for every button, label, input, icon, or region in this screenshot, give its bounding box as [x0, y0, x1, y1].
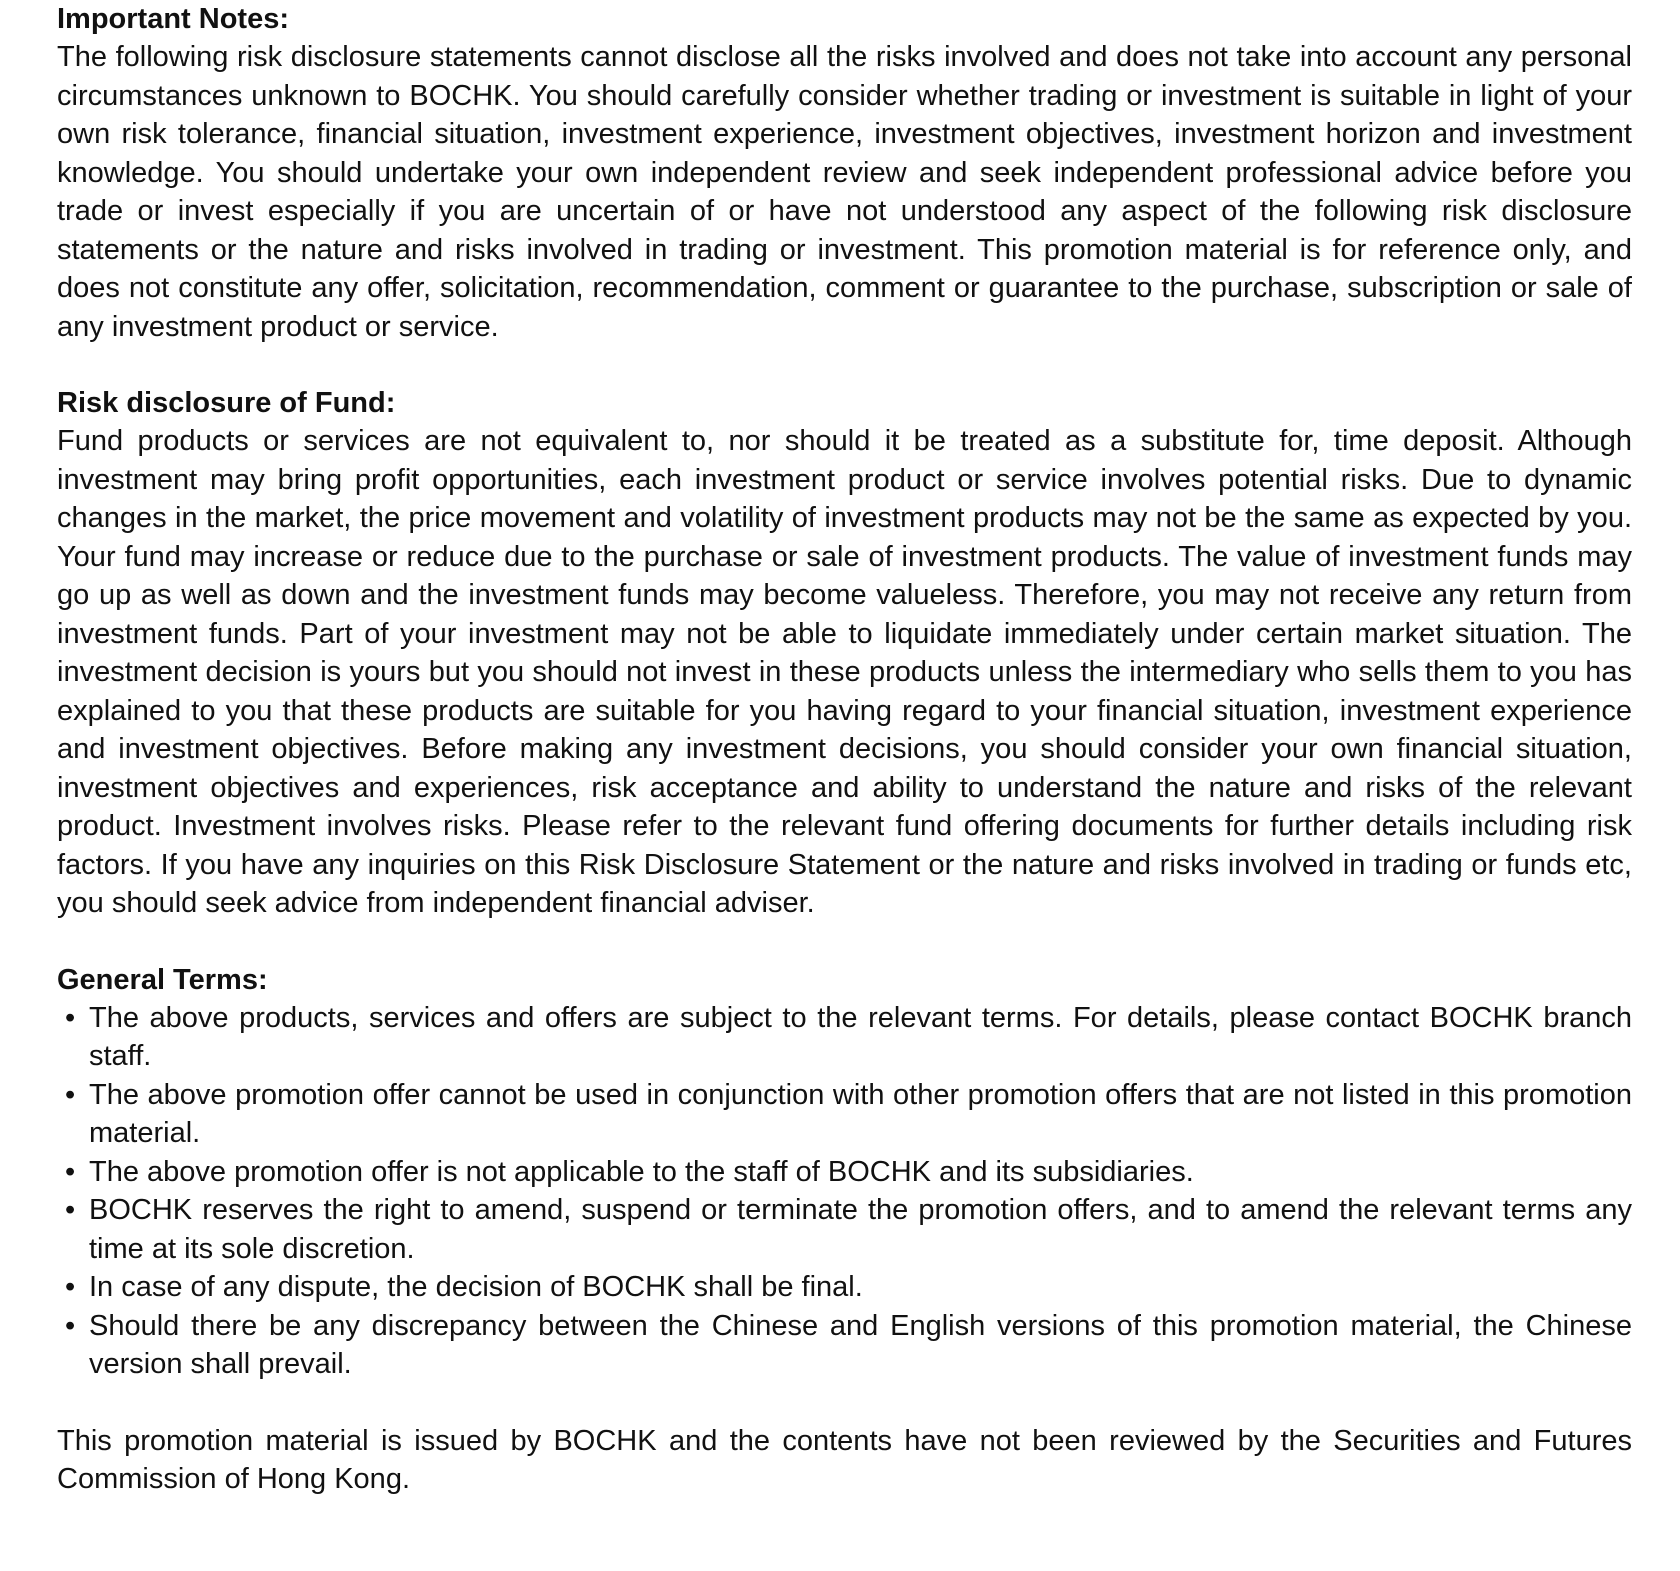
list-item [57, 1307, 1632, 1384]
bullet-icon: • [65, 1309, 76, 1342]
list-item [57, 999, 1632, 1076]
list-item-text: Should there be any discrepancy between the Chinese and English versions of this promotion material, the Chinese version shall prevail. [89, 1309, 1632, 1380]
list-item [57, 1191, 1632, 1268]
list-item [57, 1076, 1632, 1153]
risk-disclosure-heading: Risk disclosure of Fund: [57, 387, 396, 419]
list-item [57, 1153, 1632, 1192]
important-notes-heading: Important Notes: [57, 3, 289, 35]
list-item-text: The above promotion offer cannot be used in conjunction with other promotion offers that are not listed in this promotion material. [89, 1078, 1632, 1149]
important-notes-body: The following risk disclosure statements cannot disclose all the risks involved and does not take into account any personal circumstances unknown to BOCHK. You should carefully consider whether trading or investment is suitable in light of your own risk tolerance, financial situation, investment experience, investment objectives, investment horizon and investment knowledge. You should undertake your own independent review and seek independent professional advice before you trade or invest especially if you are uncertain of or have not understood any aspect of the following risk disclosure statements or the nature and risks involved in trading or investment. This promotion material is for reference only, and does not constitute any offer, solicitation, recommendation, comment or guarantee to the purchase, subscription or sale of any investment product or service. [57, 41, 1632, 343]
list-item-text: The above promotion offer is not applicable to the staff of BOCHK and its subsidiaries. [89, 1155, 1194, 1188]
document-page [57, 0, 1632, 1499]
important-notes-section [57, 0, 1632, 346]
list-item [57, 1268, 1632, 1307]
risk-disclosure-body: Fund products or services are not equivalent to, nor should it be treated as a substitute for, time deposit. Although investment may bring profit opportunities, each investment product or service involves potential risks. Due to dynamic changes in the market, the price movement and volatility of investment products may not be the same as expected by you. Your fund may increase or reduce due to the purchase or sale of investment products. The value of investment funds may go up as well as down and the investment funds may become valueless. Therefore, you may not receive any return from investment funds. Part of your investment may not be able to liquidate immediately under certain market situation. The investment decision is yours but you should not invest in these products unless the intermediary who sells them to you has explained to you that these products are suitable for you having regard to your financial situation, investment experience and investment objectives. Before making any investment decisions, you should consider your own financial situation, investment objectives and experiences, risk acceptance and ability to understand the nature and risks of the relevant product. Investment involves risks. Please refer to the relevant fund offering documents for further details including risk factors. If you have any inquiries on this Risk Disclosure Statement or the nature and risks involved in trading or funds etc, you should seek advice from independent financial adviser. [57, 425, 1632, 919]
list-item-text: The above products, services and offers are subject to the relevant terms. For details, please contact BOCHK branch staff. [89, 1001, 1632, 1072]
bullet-icon: • [65, 1078, 76, 1111]
general-terms-heading: General Terms: [57, 963, 268, 996]
bullet-icon: • [65, 1001, 76, 1034]
section-spacer [57, 923, 1632, 961]
risk-disclosure-section [57, 384, 1632, 923]
section-spacer [57, 346, 1632, 384]
bullet-icon: • [65, 1271, 76, 1303]
footer-section [57, 1422, 1632, 1499]
list-item-text: BOCHK reserves the right to amend, suspend or terminate the promotion offers, and to amend the relevant terms any time at its sole discretion. [89, 1194, 1632, 1265]
bullet-icon: • [65, 1155, 76, 1188]
bullet-icon: • [65, 1194, 76, 1226]
footer-statement: This promotion material is issued by BOCHK and the contents have not been reviewed by the Securities and Futures Commission of Hong Kong. [57, 1424, 1632, 1495]
section-spacer [57, 1384, 1632, 1422]
list-item-text: In case of any dispute, the decision of BOCHK shall be final. [89, 1271, 863, 1303]
general-terms-section [57, 961, 1632, 1384]
general-terms-list [57, 999, 1632, 1384]
